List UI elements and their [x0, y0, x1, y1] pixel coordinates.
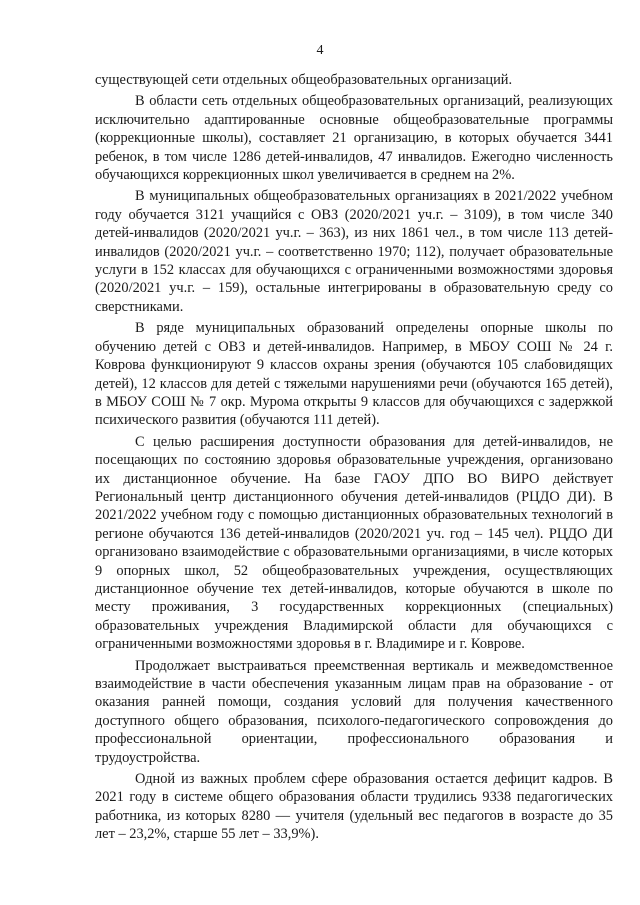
paragraph-interagency-cooperation: Продолжает выстраиваться преемственная вертикаль и межведомственное взаимодействие в части обеспечения указанным лицам прав на образование - от оказания ранней помощи, создания условий для получения качественного доступного общего образования, психолого-педагогического сопровождения до профессиональной ориентации, профессионального образования и трудоустройства. [95, 657, 613, 766]
paragraph-distance-learning: С целью расширения доступности образования для детей-инвалидов, не посещающих по состоянию здоровья образовательные учреждения, организовано их дистанционное обучение. На базе ГАОУ ДПО ВО ВИРО действует Региональный центр дистанционного обучения детей-инвалидов (РЦДО ДИ). В 2021/2022 учебном году с помощью дистанционных образовательных технологий в регионе обучаются 136 детей-инвалидов (2020/2021 уч. год – 145 чел). РЦДО ДИ организовано взаимодействие с образовательными организациями, в числе которых 9 опорных школ, 52 общеобразовательных учреждения, осуществляющих дистанционное обучение тех детей-инвалидов, которые обучаются в школе по месту проживания, 3 государственных коррекционных (специальных) образовательных учреждения Владимирской области для обучающихся с ограниченными возможностями здоровья в г. Владимире и г. Коврове. [95, 433, 613, 653]
paragraph-correctional-schools: В области сеть отдельных общеобразовательных организаций, реализующих исключительно адаптированные основные общеобразовательные программы (коррекционные школы), составляет 21 организацию, в которых обучается 3441 ребенок, в том числе 1286 детей-инвалидов, 47 инвалидов. Ежегодно численность обучающихся коррекционных школ увеличивается в среднем на 2%. [95, 93, 613, 184]
paragraph-support-schools: В ряде муниципальных образований определены опорные школы по обучению детей с ОВЗ и детей-инвалидов. Например, в МБОУ СОШ № 24 г. Коврова функционируют 9 классов охраны зрения (обучаются 105 слабовидящих детей), 12 классов для детей с тяжелыми нарушениями речи (обучаются 165 детей), в МБОУ СОШ № 7 окр. Мурома открыты 9 классов для обучающихся с задержкой психического развития (обучаются 111 детей). [95, 320, 613, 429]
body-text [95, 71, 613, 847]
page-number: 4 [316, 43, 324, 58]
paragraph-continuation: существующей сети отдельных общеобразовательных организаций. [95, 72, 513, 88]
paragraph-staff-shortage: Одной из важных проблем сфере образования остается дефицит кадров. В 2021 году в системе общего образования области трудились 9338 педагогических работника, из которых 8280 — учителя (удельный вес педагогов в возрасте до 35 лет – 23,2%, старше 55 лет – 33,9%). [95, 771, 613, 843]
paragraph-municipal-organizations: В муниципальных общеобразовательных организациях в 2021/2022 учебном году обучается 3121 учащийся с ОВЗ (2020/2021 уч.г. – 3109), в том числе 340 детей-инвалидов (2020/2021 уч.г. – 363), из них 1861 чел., в том числе 113 детей-инвалидов (2020/2021 уч.г. – соответственно 1970; 112), получает образовательные услуги в 152 классах для обучающихся с ограниченными возможностями здоровья (2020/2021 уч.г. – 159), остальные интегрированы в образовательную среду со сверстниками. [95, 188, 613, 315]
